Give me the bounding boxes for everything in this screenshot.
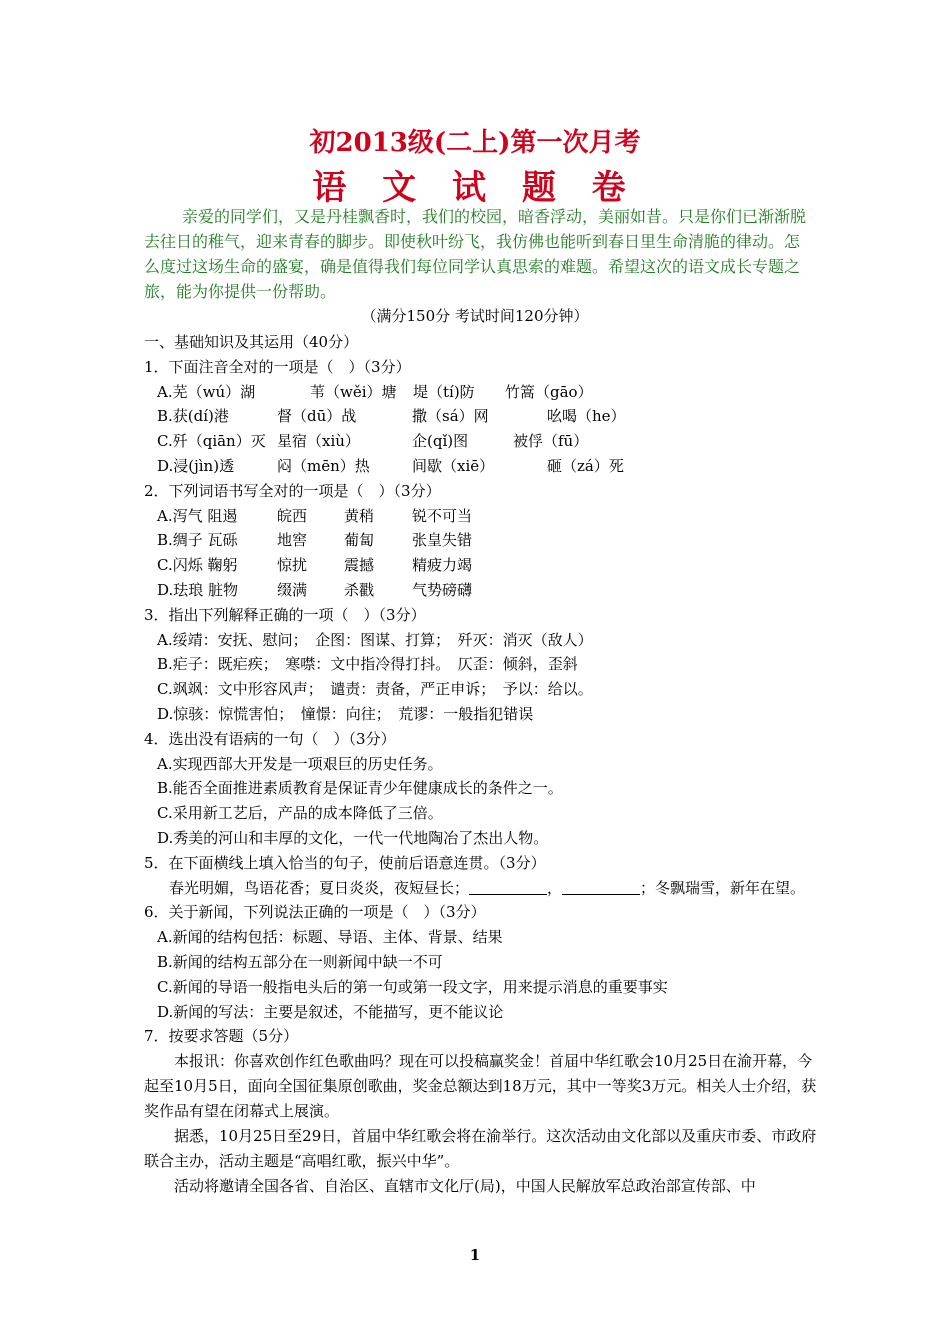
q2-a-4: 锐不可当 (412, 506, 473, 525)
q2-c-4: 精疲力竭 (412, 556, 473, 575)
q1-a-1: A.芜（wú）湖 (157, 382, 256, 401)
q1-c-4: 被俘（fū） (513, 432, 589, 451)
q1-d-3: 间歇（xiē） (412, 456, 495, 475)
q1-option-b (144, 404, 820, 429)
q2-d-2: 缀满 (277, 580, 308, 599)
q1-d-2: 闷（mēn）热 (277, 456, 370, 475)
q4-option-d: D.秀美的河山和丰厚的文化，一代一代地陶冶了杰出人物。 (157, 828, 549, 847)
exam-content (144, 330, 820, 1199)
q1-c-1: C.歼（qiān）灭 (157, 432, 266, 451)
q1-option-a (144, 380, 820, 405)
q1-option-c (144, 429, 820, 454)
q6-option-c: C.新闻的导语一般指电头后的第一句或第一段文字，用来提示消息的重要事实 (157, 977, 668, 996)
q2-option-c (144, 553, 820, 578)
q1-stem: 1．下面注音全对的一项是（ ）（3分） (144, 357, 411, 376)
q7-paragraph-2: 据悉，10月25日至29日，首届中华红歌会将在渝举行。这次活动由文化部以及重庆市委、市政府联合主办，活动主题是“高唱红歌，振兴中华”。 (144, 1127, 817, 1171)
q3-stem: 3．指出下列解释正确的一项（ ）（3分） (144, 605, 426, 624)
q2-d-3: 杀戳 (344, 580, 375, 599)
q5-sentence (144, 876, 820, 901)
exam-title: 语 文 试 题 卷 (312, 168, 638, 208)
q1-d-4: 砸（zá）死 (547, 456, 624, 475)
q4-stem: 4．选出没有语病的一句（ ）（3分） (144, 729, 396, 748)
q1-a-2: 苇（wěi）塘 (310, 382, 397, 401)
q2-stem: 2．下列词语书写全对的一项是（ ）（3分） (144, 481, 441, 500)
q2-b-1: B.绸子 瓦砾 (157, 531, 238, 550)
q5-stem: 5．在下面横线上填入恰当的句子，使前后语意连贯。（3分） (144, 853, 546, 872)
q6-option-a: A.新闻的结构包括：标题、导语、主体、背景、结果 (157, 928, 503, 947)
q5-blank-1[interactable] (469, 877, 547, 895)
q1-c-3: 企(qǐ)图 (412, 432, 469, 451)
q2-d-1: D.珐琅 脏物 (157, 580, 239, 599)
q3-option-c: C.飒飒：文中形容风声； 谴责：责备，严正申诉； 予以：给以。 (157, 680, 593, 699)
q1-option-d (144, 454, 820, 479)
q1-a-4: 竹篙（gāo） (505, 382, 593, 401)
q2-a-1: A.泻气 阻遏 (157, 506, 238, 525)
q3-option-a: A.绥靖：安抚、慰问； 企图：图谋、打算； 歼灭：消灭（敌人） (157, 630, 593, 649)
q5-separator: ， (547, 878, 563, 897)
q1-b-2: 督（dū）战 (277, 407, 357, 426)
q5-blank-2[interactable] (562, 877, 640, 895)
q1-a-3: 堤（tí)防 (413, 382, 475, 401)
q2-c-2: 惊扰 (277, 556, 308, 575)
intro-paragraph: 亲爱的同学们，又是丹桂飘香时，我们的校园，暗香浮动，美丽如昔。只是你们已渐渐脱去往日的稚气，迎来青春的脚步。即使秋叶纷飞，我仿佛也能听到春日里生命清脆的律动。怎么度过这场生命的盛宴，确是值得我们每位同学认真思索的难题。希望这次的语文成长专题之旅，能为你提供一份帮助。 (144, 207, 807, 301)
q5-text-a: 春光明媚，鸟语花香；夏日炎炎，夜短昼长； (169, 878, 470, 897)
section-heading: 一、基础知识及其运用（40分） (144, 333, 359, 351)
q4-option-a: A.实现西部大开发是一项艰巨的历史任务。 (157, 754, 443, 773)
exam-meta: （满分150分 考试时间120分钟） (361, 307, 589, 325)
exam-subtitle: 初2013级(二上)第一次月考 (309, 128, 641, 158)
q2-c-3: 震撼 (344, 556, 375, 575)
q2-d-4: 气势磅礴 (412, 580, 473, 599)
q3-option-b: B.疟子：既疟疾； 寒噤：文中指冷得打抖。 仄歪：倾斜，歪斜 (157, 655, 578, 674)
q4-option-c: C.采用新工艺后，产品的成本降低了三倍。 (157, 804, 443, 823)
q7-paragraph-3: 活动将邀请全国各省、自治区、直辖市文化厅(局)，中国人民解放军总政治部宣传部、中 (174, 1177, 756, 1196)
q2-b-2: 地窖 (277, 531, 308, 550)
q6-option-b: B.新闻的结构五部分在一则新闻中缺一不可 (157, 952, 443, 971)
q2-c-1: C.闪烁 鞠躬 (157, 556, 238, 575)
q6-option-d: D.新闻的写法：主要是叙述，不能描写，更不能议论 (157, 1002, 504, 1021)
q2-a-2: 皖西 (277, 506, 308, 525)
q7-paragraph-1: 本报讯：你喜欢创作红色歌曲吗？现在可以投稿赢奖金！首届中华红歌会10月25日在渝开幕，今起至10月5日，面向全国征集原创歌曲，奖金总额达到18万元，其中一等奖3万元。相关人士介绍，获奖作品有望在闭幕式上展演。 (144, 1052, 817, 1121)
q1-b-1: B.获(dí)港 (157, 407, 229, 426)
q1-b-3: 撒（sá）网 (412, 407, 489, 426)
q2-b-4: 张皇失错 (412, 531, 473, 550)
q4-option-b: B.能否全面推进素质教育是保证青少年健康成长的条件之一。 (157, 779, 563, 798)
q6-stem: 6．关于新闻，下列说法正确的一项是（ ）（3分） (144, 903, 486, 922)
q3-option-d: D.惊骇：惊慌害怕； 憧憬：向往； 荒谬：一般指犯错误 (157, 704, 534, 723)
q2-b-3: 葡匐 (344, 531, 375, 550)
q1-d-1: D.浸(jìn)透 (157, 456, 235, 475)
q1-b-4: 吆喝（he） (547, 407, 626, 426)
q2-a-3: 黄稍 (344, 506, 375, 525)
q2-option-d (144, 578, 820, 603)
q5-text-b: ；冬飘瑞雪，新年在望。 (640, 878, 806, 897)
q2-option-b (144, 528, 820, 553)
q1-c-2: 星宿（xiù） (277, 432, 360, 451)
page-number: 1 (469, 1246, 481, 1264)
q7-stem: 7．按要求答题（5分） (144, 1027, 299, 1046)
q2-option-a (144, 504, 820, 529)
